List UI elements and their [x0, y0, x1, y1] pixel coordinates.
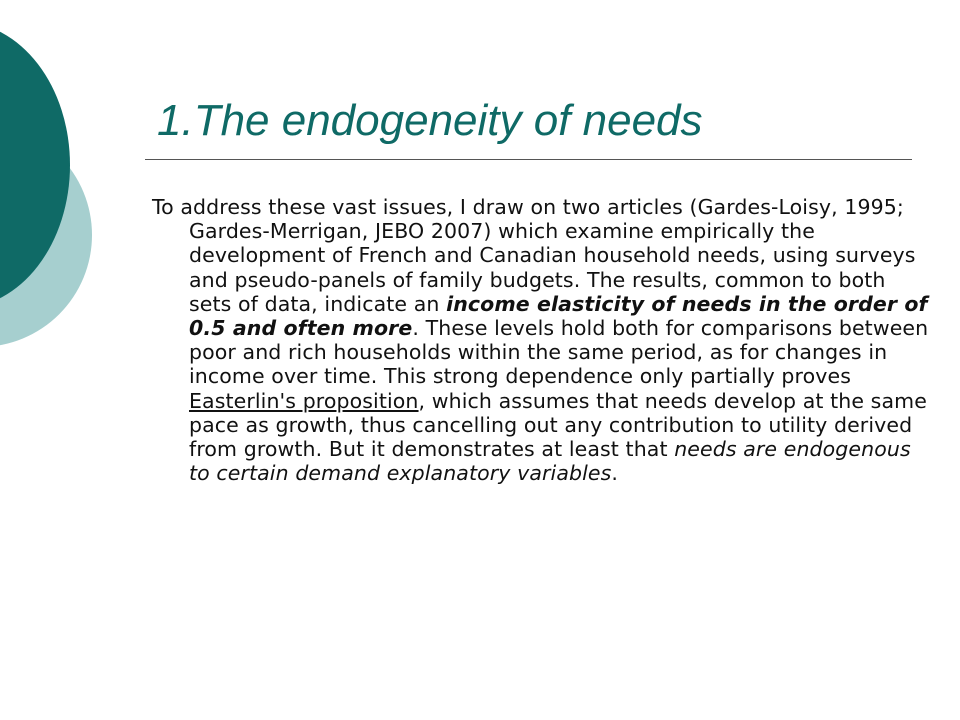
income-elasticity-emphasis: income elasticity of needs in the order of 0.5 and often more: [189, 291, 928, 341]
decorative-circles: [0, 0, 120, 400]
easterlin-proposition-link[interactable]: Easterlin's proposition: [189, 388, 419, 413]
paragraph-text-3: , which assumes that needs develop at the same pace as growth, thus cancelling out any contribution to utility derived from growth. But it demonstrates at least that: [189, 388, 927, 462]
slide-title: 1.The endogeneity of needs: [157, 96, 703, 145]
body-paragraph: [152, 195, 934, 485]
endogenous-needs-emphasis: needs are endogenous to certain demand explanatory variables: [189, 437, 911, 486]
paragraph-text-2: . These levels hold both for comparisons between poor and rich households within the same period, as for changes in income over time. This strong dependence only partially proves: [189, 316, 929, 389]
paragraph-text-1: To address these vast issues, I draw on two articles (Gardes-Loisy, 1995; Gardes-Merrigan, JEBO 2007) which examine empirically the development of French and Canadian household needs, using surveys and pseudo-panels of family budgets. The results, common to both sets of data, indicate an: [152, 195, 916, 316]
paragraph-text-4: .: [611, 461, 619, 486]
title-underline: [145, 159, 912, 160]
